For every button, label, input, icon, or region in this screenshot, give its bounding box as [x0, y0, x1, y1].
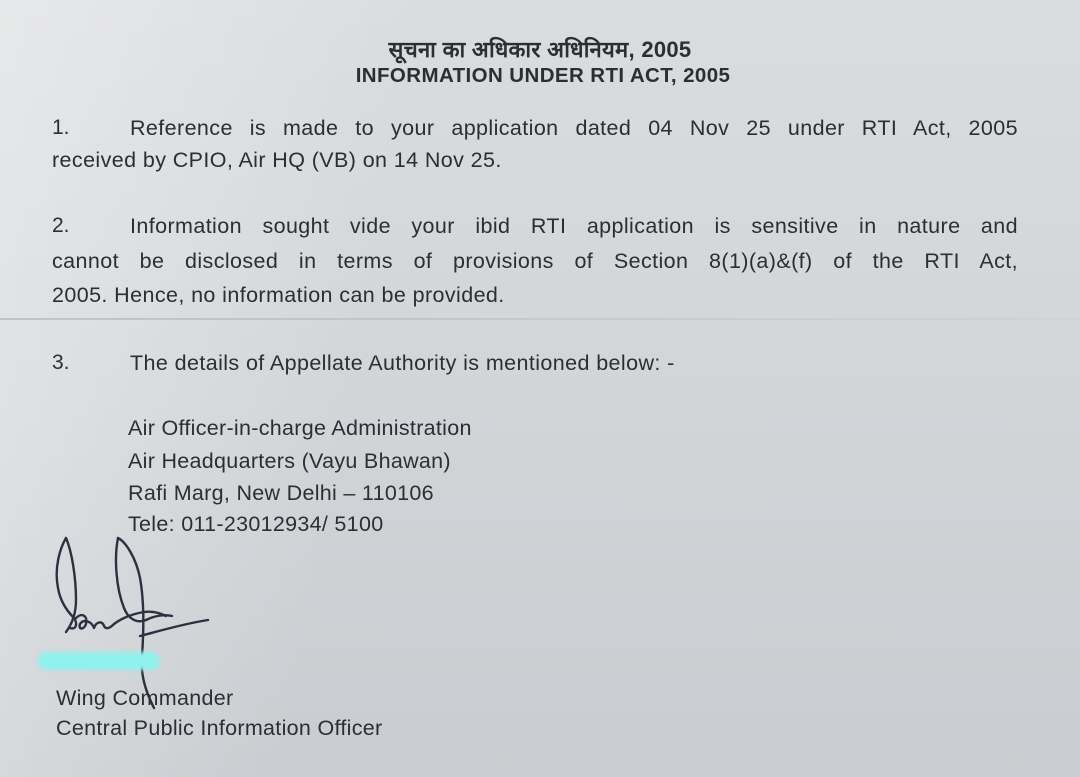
appellate-address: Rafi Marg, New Delhi – 110106 [128, 481, 434, 505]
appellate-phone: Tele: 011-23012934/ 5100 [128, 512, 384, 536]
paragraph-3-number: 3. [52, 351, 70, 374]
paragraph-2-line-3: 2005. Hence, no information can be provided. [52, 283, 505, 307]
redacted-name [38, 652, 160, 670]
paragraph-1-number: 1. [52, 116, 70, 139]
paragraph-2-line-2: cannot be disclosed in terms of provisions of Section 8(1)(a)&(f) of the RTI Act, [52, 249, 1018, 273]
paragraph-1-line-2: received by CPIO, Air HQ (VB) on 14 Nov 25. [52, 148, 502, 172]
title-hindi: सूचना का अधिकार अधिनियम, 2005 [388, 37, 692, 62]
appellate-office: Air Headquarters (Vayu Bhawan) [128, 449, 451, 473]
paragraph-1-line-1: Reference is made to your application dated 04 Nov 25 under RTI Act, 2005 [130, 116, 1018, 140]
signatory-designation: Central Public Information Officer [56, 716, 383, 740]
appellate-designation: Air Officer-in-charge Administration [128, 416, 472, 440]
signatory-rank: Wing Commander [56, 686, 234, 710]
title-english: INFORMATION UNDER RTI ACT, 2005 [355, 64, 731, 87]
paper-fold [0, 318, 1080, 320]
paragraph-2-line-1: Information sought vide your ibid RTI application is sensitive in nature and [130, 214, 1018, 238]
paragraph-2-number: 2. [52, 214, 70, 237]
paragraph-3-line-1: The details of Appellate Authority is mentioned below: - [130, 351, 675, 375]
